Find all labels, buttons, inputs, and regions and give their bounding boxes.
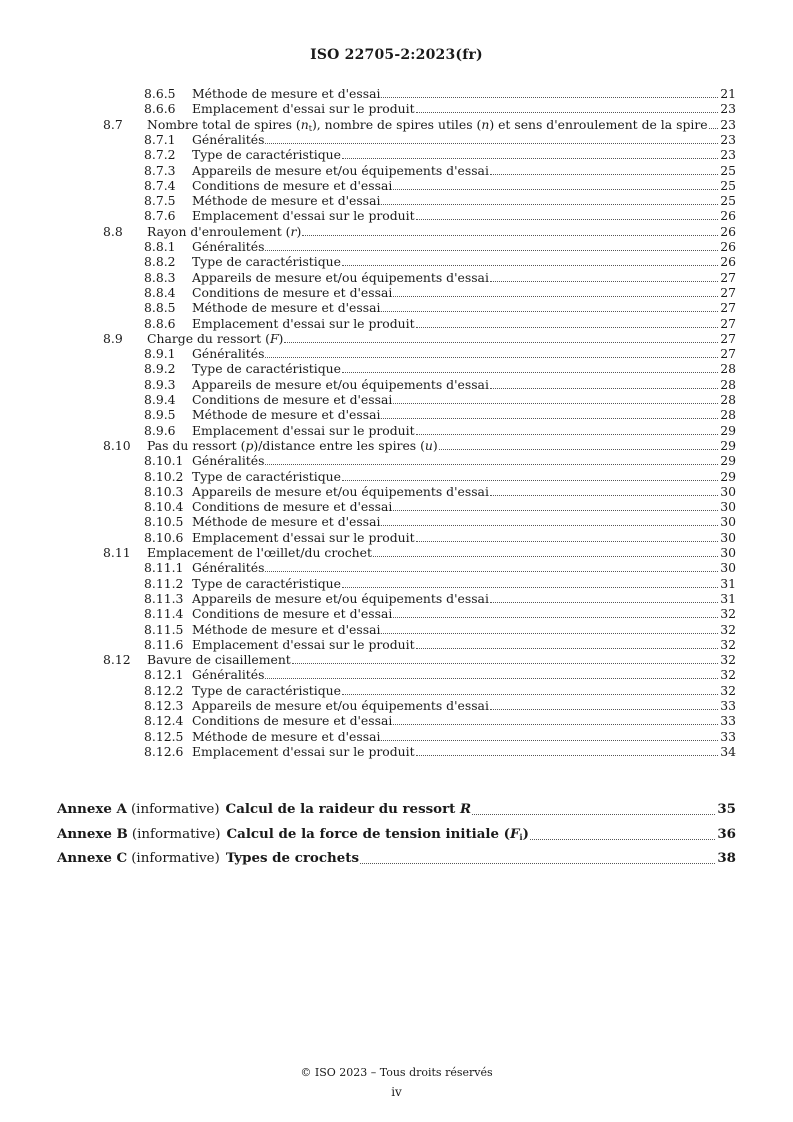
toc-entry-number: 8.8.3 [144, 269, 176, 285]
toc-entry-number: 8.10 [103, 437, 131, 453]
toc-subsection-entry[interactable] [0, 469, 793, 484]
annex-entry[interactable] [57, 826, 736, 843]
dot-leader [342, 265, 718, 266]
toc-entry-number: 8.9 [103, 330, 123, 346]
toc-entry-title: Conditions de mesure et d'essai [192, 713, 393, 729]
toc-section-entry[interactable] [0, 438, 793, 453]
toc-entry-title: Appareils de mesure et/ou équipements d'essai [192, 269, 489, 285]
dot-leader [416, 219, 719, 220]
toc-entry-title: Généralités [192, 667, 265, 683]
toc-entry-number: 8.12.1 [144, 667, 184, 683]
dot-leader [393, 296, 718, 297]
toc-entry-page: 30 [720, 545, 736, 560]
toc-entry-page: 33 [720, 728, 736, 744]
toc-entry-page: 30 [720, 514, 736, 530]
toc-subsection-entry[interactable] [0, 713, 793, 728]
toc-entry-page: 30 [720, 483, 736, 499]
dot-leader [416, 648, 719, 649]
toc-entry-page: 28 [720, 376, 736, 392]
toc-subsection-entry[interactable] [0, 254, 793, 269]
toc-subsection-entry[interactable] [0, 208, 793, 223]
toc-subsection-entry[interactable] [0, 530, 793, 545]
toc-entry-page: 32 [720, 652, 736, 668]
toc-entry-page: 32 [720, 682, 736, 698]
toc-entry-number: 8.8.6 [144, 315, 176, 331]
toc-entry-title: Type de caractéristique [192, 147, 341, 163]
dot-leader [342, 480, 718, 481]
toc-entry-page: 31 [720, 575, 736, 591]
toc-subsection-entry[interactable] [0, 499, 793, 514]
toc-subsection-entry[interactable] [0, 514, 793, 529]
toc-subsection-entry[interactable] [0, 132, 793, 147]
toc-subsection-entry[interactable] [0, 193, 793, 208]
toc-entry-page: 23 [720, 116, 736, 132]
dot-leader [265, 250, 718, 251]
toc-subsection-entry[interactable] [0, 163, 793, 178]
toc-entry-number: 8.10.6 [144, 529, 184, 545]
toc-entry-page: 27 [720, 300, 736, 316]
toc-entry-page: 29 [720, 422, 736, 438]
toc-entry-number: 8.9.2 [144, 361, 176, 377]
toc-subsection-entry[interactable] [0, 576, 793, 591]
toc-subsection-entry[interactable] [0, 667, 793, 682]
annex-page: 35 [717, 801, 736, 817]
toc-entry-page: 29 [720, 453, 736, 469]
toc-entry-number: 8.9.3 [144, 376, 176, 392]
toc-entry-number: 8.10.3 [144, 483, 184, 499]
toc-entry-page: 23 [720, 147, 736, 163]
annex-title: Types de crochets [225, 850, 359, 866]
dot-leader [490, 495, 718, 496]
toc-entry-title: Généralités [192, 560, 265, 576]
toc-entry-number: 8.7.2 [144, 147, 176, 163]
toc-entry-title: Emplacement d'essai sur le produit [192, 208, 415, 224]
toc-entry-title: Emplacement d'essai sur le produit [192, 422, 415, 438]
toc-entry-page: 28 [720, 407, 736, 423]
toc-entry-number: 8.10.2 [144, 468, 184, 484]
dot-leader [292, 663, 718, 664]
toc-entry-number: 8.9.5 [144, 407, 176, 423]
toc-entry-title: Méthode de mesure et d'essai [192, 621, 381, 637]
toc-entry-title: Type de caractéristique [192, 254, 341, 270]
toc-entry-number: 8.9.6 [144, 422, 176, 438]
toc-entry-number: 8.7.3 [144, 162, 176, 178]
toc-entry-title: Emplacement d'essai sur le produit [192, 743, 415, 759]
toc-section-entry[interactable] [0, 331, 793, 346]
toc-entry-number: 8.6.6 [144, 101, 176, 117]
toc-entry-title: Méthode de mesure et d'essai [192, 514, 381, 530]
toc-entry-page: 26 [720, 208, 736, 224]
dot-leader [416, 755, 719, 756]
dot-leader [265, 571, 718, 572]
toc-subsection-entry[interactable] [0, 560, 793, 575]
toc-entry-page: 32 [720, 636, 736, 652]
toc-entry-title: Appareils de mesure et/ou équipements d'essai [192, 590, 489, 606]
toc-entry-title: Généralités [192, 346, 265, 362]
toc-subsection-entry[interactable] [0, 178, 793, 193]
toc-entry-page: 27 [720, 330, 736, 346]
toc-entry-title: Type de caractéristique [192, 682, 341, 698]
toc-entry-number: 8.8 [103, 223, 123, 239]
toc-subsection-entry[interactable] [0, 698, 793, 713]
toc-entry-number: 8.10.1 [144, 453, 184, 469]
dot-leader [393, 189, 718, 190]
toc-subsection-entry[interactable] [0, 377, 793, 392]
toc-subsection-entry[interactable] [0, 744, 793, 759]
toc-entry-title: Conditions de mesure et d'essai [192, 177, 393, 193]
toc-entry-title: Conditions de mesure et d'essai [192, 499, 393, 515]
annex-page: 38 [717, 850, 736, 866]
toc-entry-page: 25 [720, 162, 736, 178]
toc-entry-title: Méthode de mesure et d'essai [192, 86, 381, 101]
dot-leader [381, 418, 718, 419]
toc-subsection-entry[interactable] [0, 453, 793, 468]
annex-entry[interactable] [57, 801, 736, 818]
dot-leader [342, 158, 718, 159]
toc-entry-title: Type de caractéristique [192, 361, 341, 377]
toc-entry-title: Type de caractéristique [192, 575, 341, 591]
toc-entry-page: 27 [720, 269, 736, 285]
toc-section-entry[interactable] [0, 224, 793, 239]
toc-entry-page: 25 [720, 177, 736, 193]
toc-entry-title: Méthode de mesure et d'essai [192, 728, 381, 744]
toc-entry-title: Bavure de cisaillement [147, 652, 291, 668]
toc-entry-number: 8.11.1 [144, 560, 184, 576]
dot-leader [393, 724, 718, 725]
toc-subsection-entry[interactable] [0, 239, 793, 254]
toc-subsection-entry[interactable] [0, 591, 793, 606]
toc-entry-page: 29 [720, 437, 736, 453]
toc-entry-number: 8.7.6 [144, 208, 176, 224]
toc-subsection-entry[interactable] [0, 300, 793, 315]
dot-leader [490, 388, 718, 389]
toc-entry-title: Méthode de mesure et d'essai [192, 193, 381, 209]
toc-entry-number: 8.10.4 [144, 499, 184, 515]
toc-subsection-entry[interactable] [0, 484, 793, 499]
toc-entry-number: 8.9.1 [144, 346, 176, 362]
dot-leader [342, 694, 718, 695]
toc-entry-number: 8.8.5 [144, 300, 176, 316]
toc-entry-title: Appareils de mesure et/ou équipements d'essai [192, 483, 489, 499]
toc-entry-title: Nombre total de spires $(n_t)$, nombre de spires utiles (n) et sens d'enroulement de la spire [147, 116, 708, 133]
toc-entry-title: Appareils de mesure et/ou équipements d'essai [192, 698, 489, 713]
toc-entry-page: 27 [720, 315, 736, 331]
toc-entry-title: Méthode de mesure et d'essai [192, 300, 381, 316]
toc-entry-page: 32 [720, 606, 736, 622]
toc-entry-number: 8.7.4 [144, 177, 176, 193]
dot-leader [265, 357, 718, 358]
toc-subsection-entry[interactable] [0, 101, 793, 116]
annex-label: Annexe B [57, 826, 128, 842]
toc-entry-page: 34 [720, 743, 736, 759]
annex-type: (informative) [131, 851, 220, 866]
annex-type: (informative) [131, 827, 221, 842]
annex-title: Calcul de la raideur du ressort R [225, 801, 472, 817]
annex-page: 36 [717, 826, 736, 842]
toc-entry-title: Généralités [192, 131, 265, 147]
toc-entry-page: 27 [720, 346, 736, 362]
toc-entry-title: Appareils de mesure et/ou équipements d'essai [192, 162, 489, 178]
toc-entry-title: Généralités [192, 239, 265, 254]
toc-entry-page: 33 [720, 698, 736, 713]
toc-entry-title: Emplacement de l'œillet/du crochet [147, 545, 372, 560]
toc-entry-number: 8.11.3 [144, 590, 184, 606]
toc-entry-page: 21 [720, 86, 736, 101]
toc-entry-title: Conditions de mesure et d'essai [192, 392, 393, 407]
toc-entry-number: 8.8.4 [144, 284, 176, 300]
toc-subsection-entry[interactable] [0, 729, 793, 744]
dot-leader [381, 525, 718, 526]
toc-entry-title: Type de caractéristique [192, 468, 341, 484]
toc-entry-number: 8.12 [103, 652, 131, 668]
toc-entry-number: 8.12.4 [144, 713, 184, 729]
toc-entry-page: 30 [720, 499, 736, 515]
toc-subsection-entry[interactable] [0, 622, 793, 637]
dot-leader [360, 863, 715, 864]
dot-leader [393, 617, 718, 618]
document-header: ISO 22705-2:2023(fr) [310, 47, 483, 63]
toc-entry-number: 8.11 [103, 545, 131, 560]
copyright-notice: © ISO 2023 – Tous droits réservés [300, 1066, 493, 1079]
dot-leader [342, 587, 718, 588]
toc-entry-number: 8.11.5 [144, 621, 184, 637]
toc-entry-page: 30 [720, 560, 736, 576]
annex-title: Calcul de la force de tension initiale $(F_i)$ [226, 826, 529, 842]
toc-entry-page: 27 [720, 284, 736, 300]
dot-leader [381, 97, 718, 98]
toc-subsection-entry[interactable] [0, 285, 793, 300]
toc-entry-number: 8.9.4 [144, 392, 176, 407]
toc-entry-title: Emplacement d'essai sur le produit [192, 315, 415, 331]
annex-type: (informative) [130, 802, 220, 817]
toc-entry-title: Rayon d'enroulement (r) [147, 223, 302, 239]
toc-subsection-entry[interactable] [0, 270, 793, 285]
dot-leader [709, 128, 719, 129]
toc-subsection-entry[interactable] [0, 346, 793, 361]
toc-subsection-entry[interactable] [0, 606, 793, 621]
toc-subsection-entry[interactable] [0, 316, 793, 331]
toc-subsection-entry[interactable] [0, 361, 793, 376]
toc-section-entry[interactable] [0, 117, 793, 132]
toc-entry-title: Emplacement d'essai sur le produit [192, 636, 415, 652]
dot-leader [265, 678, 718, 679]
toc-entry-number: 8.12.6 [144, 743, 184, 759]
toc-entry-number: 8.11.4 [144, 606, 184, 622]
toc-entry-page: 23 [720, 101, 736, 117]
toc-entry-title: Conditions de mesure et d'essai [192, 284, 393, 300]
toc-entry-page: 30 [720, 529, 736, 545]
toc-entry-page: 28 [720, 361, 736, 377]
toc-entry-page: 33 [720, 713, 736, 729]
dot-leader [416, 434, 719, 435]
annex-label: Annexe A [57, 801, 127, 817]
dot-leader [530, 839, 715, 840]
dot-leader [490, 602, 718, 603]
dot-leader [490, 709, 718, 710]
annex-entry[interactable] [57, 850, 736, 867]
dot-leader [265, 143, 718, 144]
toc-entry-title: Conditions de mesure et d'essai [192, 606, 393, 622]
dot-leader [265, 464, 718, 465]
toc-subsection-entry[interactable] [0, 392, 793, 407]
dot-leader [381, 204, 718, 205]
toc-subsection-entry[interactable] [0, 683, 793, 698]
toc-entry-title: Emplacement d'essai sur le produit [192, 529, 415, 545]
toc-entry-number: 8.7.5 [144, 193, 176, 209]
toc-entry-title: Appareils de mesure et/ou équipements d'essai [192, 376, 489, 392]
dot-leader [381, 740, 718, 741]
toc-subsection-entry[interactable] [0, 86, 793, 101]
toc-entry-page: 23 [720, 131, 736, 147]
toc-subsection-entry[interactable] [0, 423, 793, 438]
dot-leader [284, 342, 718, 343]
toc-entry-number: 8.7 [103, 116, 123, 132]
dot-leader [416, 112, 719, 113]
toc-entry-title: Emplacement d'essai sur le produit [192, 101, 415, 117]
dot-leader [490, 281, 718, 282]
toc-entry-page: 26 [720, 254, 736, 270]
dot-leader [393, 403, 718, 404]
toc-subsection-entry[interactable] [0, 407, 793, 422]
toc-entry-number: 8.12.5 [144, 728, 184, 744]
toc-entry-number: 8.12.2 [144, 682, 184, 698]
toc-entry-title: Méthode de mesure et d'essai [192, 407, 381, 423]
toc-subsection-entry[interactable] [0, 637, 793, 652]
toc-entry-page: 29 [720, 468, 736, 484]
toc-entry-page: 25 [720, 193, 736, 209]
toc-subsection-entry[interactable] [0, 147, 793, 162]
toc-entry-number: 8.11.6 [144, 636, 184, 652]
toc-entry-number: 8.12.3 [144, 698, 184, 713]
toc-entry-page: 32 [720, 621, 736, 637]
toc-entry-title: Charge du ressort (F) [147, 330, 284, 346]
dot-leader [373, 556, 718, 557]
dot-leader [439, 449, 718, 450]
toc-entry-page: 26 [720, 239, 736, 254]
toc-entry-number: 8.8.1 [144, 239, 176, 254]
toc-entry-number: 8.7.1 [144, 131, 176, 147]
toc-entry-number: 8.8.2 [144, 254, 176, 270]
annex-label: Annexe C [57, 850, 128, 866]
dot-leader [416, 327, 719, 328]
toc-entry-title: Pas du ressort (p)/distance entre les spires (u) [147, 437, 438, 453]
toc-entry-number: 8.11.2 [144, 575, 184, 591]
toc-entry-page: 26 [720, 223, 736, 239]
dot-leader [490, 174, 718, 175]
toc-entry-number: 8.6.5 [144, 86, 176, 101]
dot-leader [472, 814, 715, 815]
dot-leader [393, 510, 718, 511]
toc-entry-page: 28 [720, 392, 736, 407]
dot-leader [342, 372, 718, 373]
dot-leader [302, 235, 718, 236]
toc-section-entry[interactable] [0, 545, 793, 560]
toc-entry-page: 32 [720, 667, 736, 683]
dot-leader [416, 541, 719, 542]
toc-entry-page: 31 [720, 590, 736, 606]
page-number: iv [391, 1085, 402, 1099]
toc-entry-title: Généralités [192, 453, 265, 469]
dot-leader [381, 633, 718, 634]
toc-entry-number: 8.10.5 [144, 514, 184, 530]
dot-leader [381, 311, 718, 312]
toc-section-entry[interactable] [0, 652, 793, 667]
